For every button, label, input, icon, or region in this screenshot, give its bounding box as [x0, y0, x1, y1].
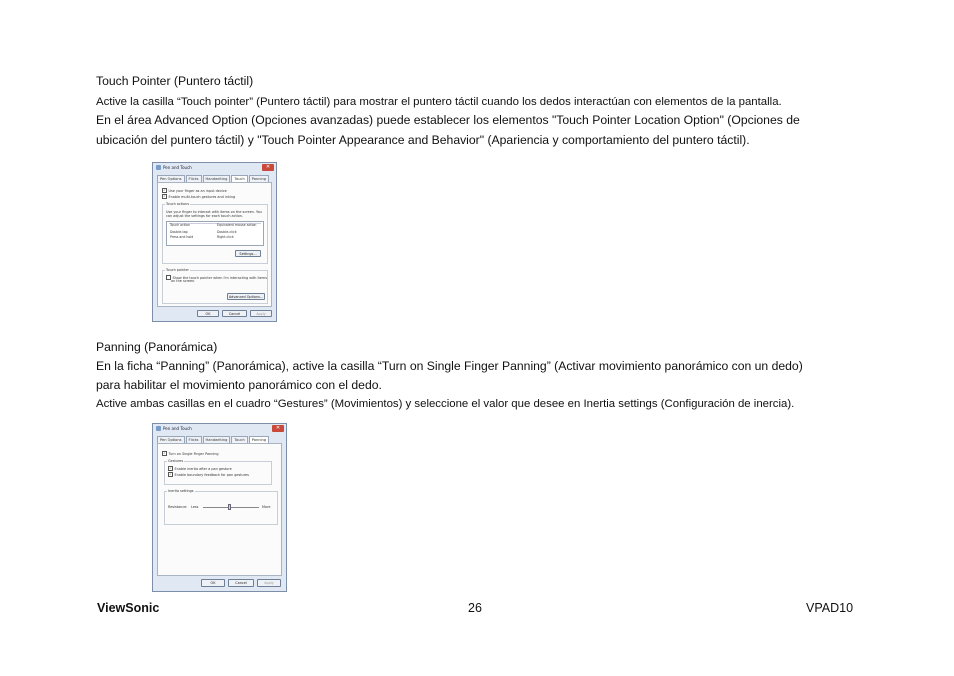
check-inertia	[168, 466, 232, 471]
touch-actions-group	[162, 204, 268, 264]
ok-button: OK	[201, 579, 225, 587]
check-finger-input	[162, 188, 227, 193]
tab-touch: Touch	[231, 175, 247, 182]
panning-settings-screenshot	[152, 423, 287, 592]
touch-pointer-title: Touch pointer	[166, 268, 189, 272]
window-title: Pen and Touch	[163, 426, 192, 431]
resistance-label: Resistance:	[168, 505, 188, 509]
touch-tab-panel	[157, 182, 272, 307]
panning-tab-panel	[157, 443, 282, 576]
table-cell: Double-tap	[170, 230, 188, 234]
checkbox-checked-icon: ✓	[163, 451, 166, 455]
check-boundary-feedback	[168, 472, 249, 477]
touch-pointer-paragraph-1: Active la casilla “Touch pointer” (Puntero táctil) para mostrar el puntero táctil cuando los dedos interactúan con elementos de la pantalla.	[96, 96, 782, 108]
settings-button: Settings...	[235, 250, 261, 257]
apply-button: Apply	[257, 579, 281, 587]
cancel-button: Cancel	[228, 579, 254, 587]
apply-button: Apply	[250, 310, 272, 317]
touch-settings-screenshot	[152, 162, 277, 322]
check-label: Use your finger as an input device	[168, 188, 227, 193]
tab-handwriting: Handwriting	[203, 175, 231, 182]
checkbox-checked-icon: ✓	[169, 466, 172, 470]
check-label: Turn on Single Finger Panning	[168, 451, 219, 456]
tab-strip	[157, 175, 270, 182]
close-icon: ✕	[272, 425, 284, 432]
panning-paragraph-1-line-2: para habilitar el movimiento panorámico con el dedo.	[96, 378, 382, 392]
touch-pointer-desc-2: on the screen.	[171, 279, 196, 283]
window-title: Pen and Touch	[163, 165, 192, 170]
inertia-settings-group	[164, 491, 278, 525]
check-label: Show the touch pointer when I'm interacting with items	[172, 275, 267, 280]
check-multitouch	[162, 194, 235, 199]
tab-pen-options: Pen Options	[157, 436, 185, 443]
check-label: Enable inertia after a pan gesture	[174, 466, 232, 471]
tab-flicks: Flicks	[186, 436, 202, 443]
checkbox-checked-icon: ✓	[169, 472, 172, 476]
panning-paragraph-2: Active ambas casillas en el cuadro “Gestures” (Movimientos) y seleccione el valor que desee en Inertia settings (Configuración de inercia).	[96, 398, 795, 410]
advanced-options-button: Advanced Options...	[228, 295, 264, 299]
resistance-slider-track	[203, 507, 259, 508]
column-header: Touch action	[170, 223, 190, 227]
touch-pointer-heading: Touch Pointer (Puntero táctil)	[96, 74, 254, 88]
window-title-bar	[153, 424, 286, 433]
cancel-button: Cancel	[222, 310, 247, 317]
resistance-slider-thumb	[228, 504, 231, 510]
close-icon: ✕	[262, 164, 274, 171]
window-title-bar	[153, 163, 276, 172]
tab-pen-options: Pen Options	[157, 175, 185, 182]
touch-actions-title: Touch actions	[166, 202, 190, 206]
gestures-group	[164, 461, 272, 485]
check-label: Enable multi-touch gestures and inking	[168, 194, 236, 199]
touch-actions-desc-1: Use your finger to interact with items on the screen. You	[166, 210, 262, 214]
table-cell: Right-click	[217, 235, 234, 239]
tab-handwriting: Handwriting	[203, 436, 231, 443]
tab-panning: Panning	[249, 175, 269, 182]
footer-page-number: 26	[468, 601, 482, 615]
footer-brand: ViewSonic	[97, 601, 160, 615]
column-header: Equivalent mouse action	[217, 223, 257, 227]
touch-pointer-paragraph-2-line-2: ubicación del puntero táctil) y "Touch Pointer Appearance and Behavior" (Apariencia y comportamiento del puntero táctil).	[96, 133, 750, 147]
tab-touch: Touch	[231, 436, 247, 443]
footer-model: VPAD10	[806, 601, 854, 615]
inertia-title: Inertia settings	[168, 489, 194, 493]
tab-panning: Panning	[249, 436, 269, 443]
touch-pointer-group	[162, 270, 268, 304]
table-header	[169, 223, 261, 227]
touch-actions-desc-2: can adjust the settings for each touch action.	[166, 214, 244, 218]
table-cell: Press and hold	[170, 235, 194, 239]
check-label: Enable boundary feedback for pan gestures	[174, 472, 249, 477]
touch-pointer-paragraph-2-line-1: En el área Advanced Option (Opciones avanzadas) puede establecer los elementos "Touch Pointer Location Option" (Opciones de	[96, 113, 800, 127]
panning-heading: Panning (Panorámica)	[96, 340, 218, 354]
touch-actions-table	[166, 221, 264, 246]
pen-touch-icon	[156, 165, 161, 170]
checkbox-checked-icon: ✓	[163, 188, 166, 192]
check-single-finger-panning	[162, 451, 219, 456]
panning-paragraph-1-line-1: En la ficha “Panning” (Panorámica), active la casilla “Turn on Single Finger Panning” (Activar movimiento panorámico con un dedo)	[96, 359, 803, 373]
ok-button: OK	[197, 310, 219, 317]
tab-strip	[157, 436, 270, 443]
gestures-title: Gestures	[168, 459, 184, 463]
pen-touch-icon	[156, 426, 161, 431]
resistance-less-label: Less	[191, 505, 199, 509]
resistance-more-label: More	[262, 505, 271, 509]
tab-flicks: Flicks	[186, 175, 202, 182]
table-cell: Double-click	[217, 230, 237, 234]
checkbox-checked-icon: ✓	[163, 194, 166, 198]
